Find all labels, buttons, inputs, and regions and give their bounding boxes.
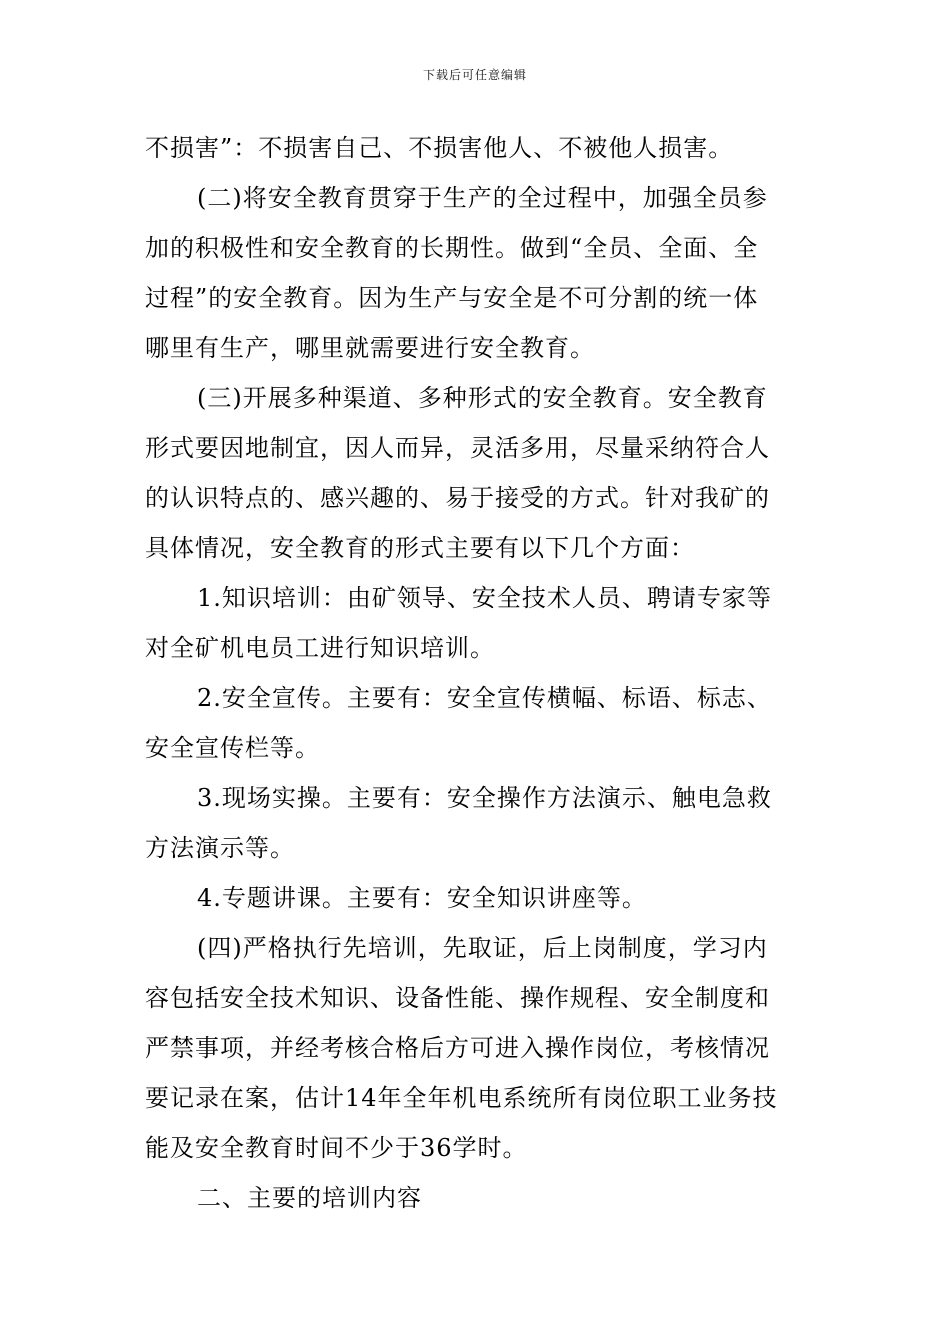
text-line: 加的积极性和安全教育的长期性。做到“全员、全面、全 <box>145 234 759 262</box>
text-line: 对全矿机电员工进行知识培训。 <box>145 634 495 662</box>
text-line: 能及安全教育时间不少于36学时。 <box>145 1134 528 1162</box>
text-line: 不损害”：不损害自己、不损害他人、不被他人损害。 <box>145 134 734 162</box>
text-line: 形式要因地制宜，因人而异，灵活多用，尽量采纳符合人 <box>145 434 770 462</box>
page-header: 下载后可任意编辑 <box>422 68 527 82</box>
list-item-line: 3.现场实操。主要有：安全操作方法演示、触电急救 <box>197 784 772 812</box>
section-heading: 二、主要的培训内容 <box>197 1184 422 1212</box>
text-line: 的认识特点的、感兴趣的、易于接受的方式。针对我矿的 <box>145 484 770 512</box>
text-line: 要记录在案，估计14年全年机电系统所有岗位职工业务技 <box>145 1084 778 1112</box>
text-line: 方法演示等。 <box>145 834 295 862</box>
text-line: 安全宣传栏等。 <box>145 734 320 762</box>
text-line: 过程”的安全教育。因为生产与安全是不可分割的统一体 <box>145 284 759 312</box>
list-item-line: 4.专题讲课。主要有：安全知识讲座等。 <box>197 884 647 912</box>
paragraph-start-line: (三)开展多种渠道、多种形式的安全教育。安全教育 <box>197 384 768 412</box>
text-line: 严禁事项，并经考核合格后方可进入操作岗位，考核情况 <box>145 1034 770 1062</box>
paragraph-start-line: (二)将安全教育贯穿于生产的全过程中，加强全员参 <box>197 184 768 212</box>
paragraph-start-line: (四)严格执行先培训，先取证，后上岗制度，学习内 <box>197 934 768 962</box>
list-item-line: 2.安全宣传。主要有：安全宣传横幅、标语、标志、 <box>197 684 772 712</box>
list-item-line: 1.知识培训：由矿领导、安全技术人员、聘请专家等 <box>197 584 772 612</box>
text-line: 具体情况，安全教育的形式主要有以下几个方面： <box>145 534 695 562</box>
text-line: 容包括安全技术知识、设备性能、操作规程、安全制度和 <box>145 984 770 1012</box>
text-line: 哪里有生产，哪里就需要进行安全教育。 <box>145 334 595 362</box>
